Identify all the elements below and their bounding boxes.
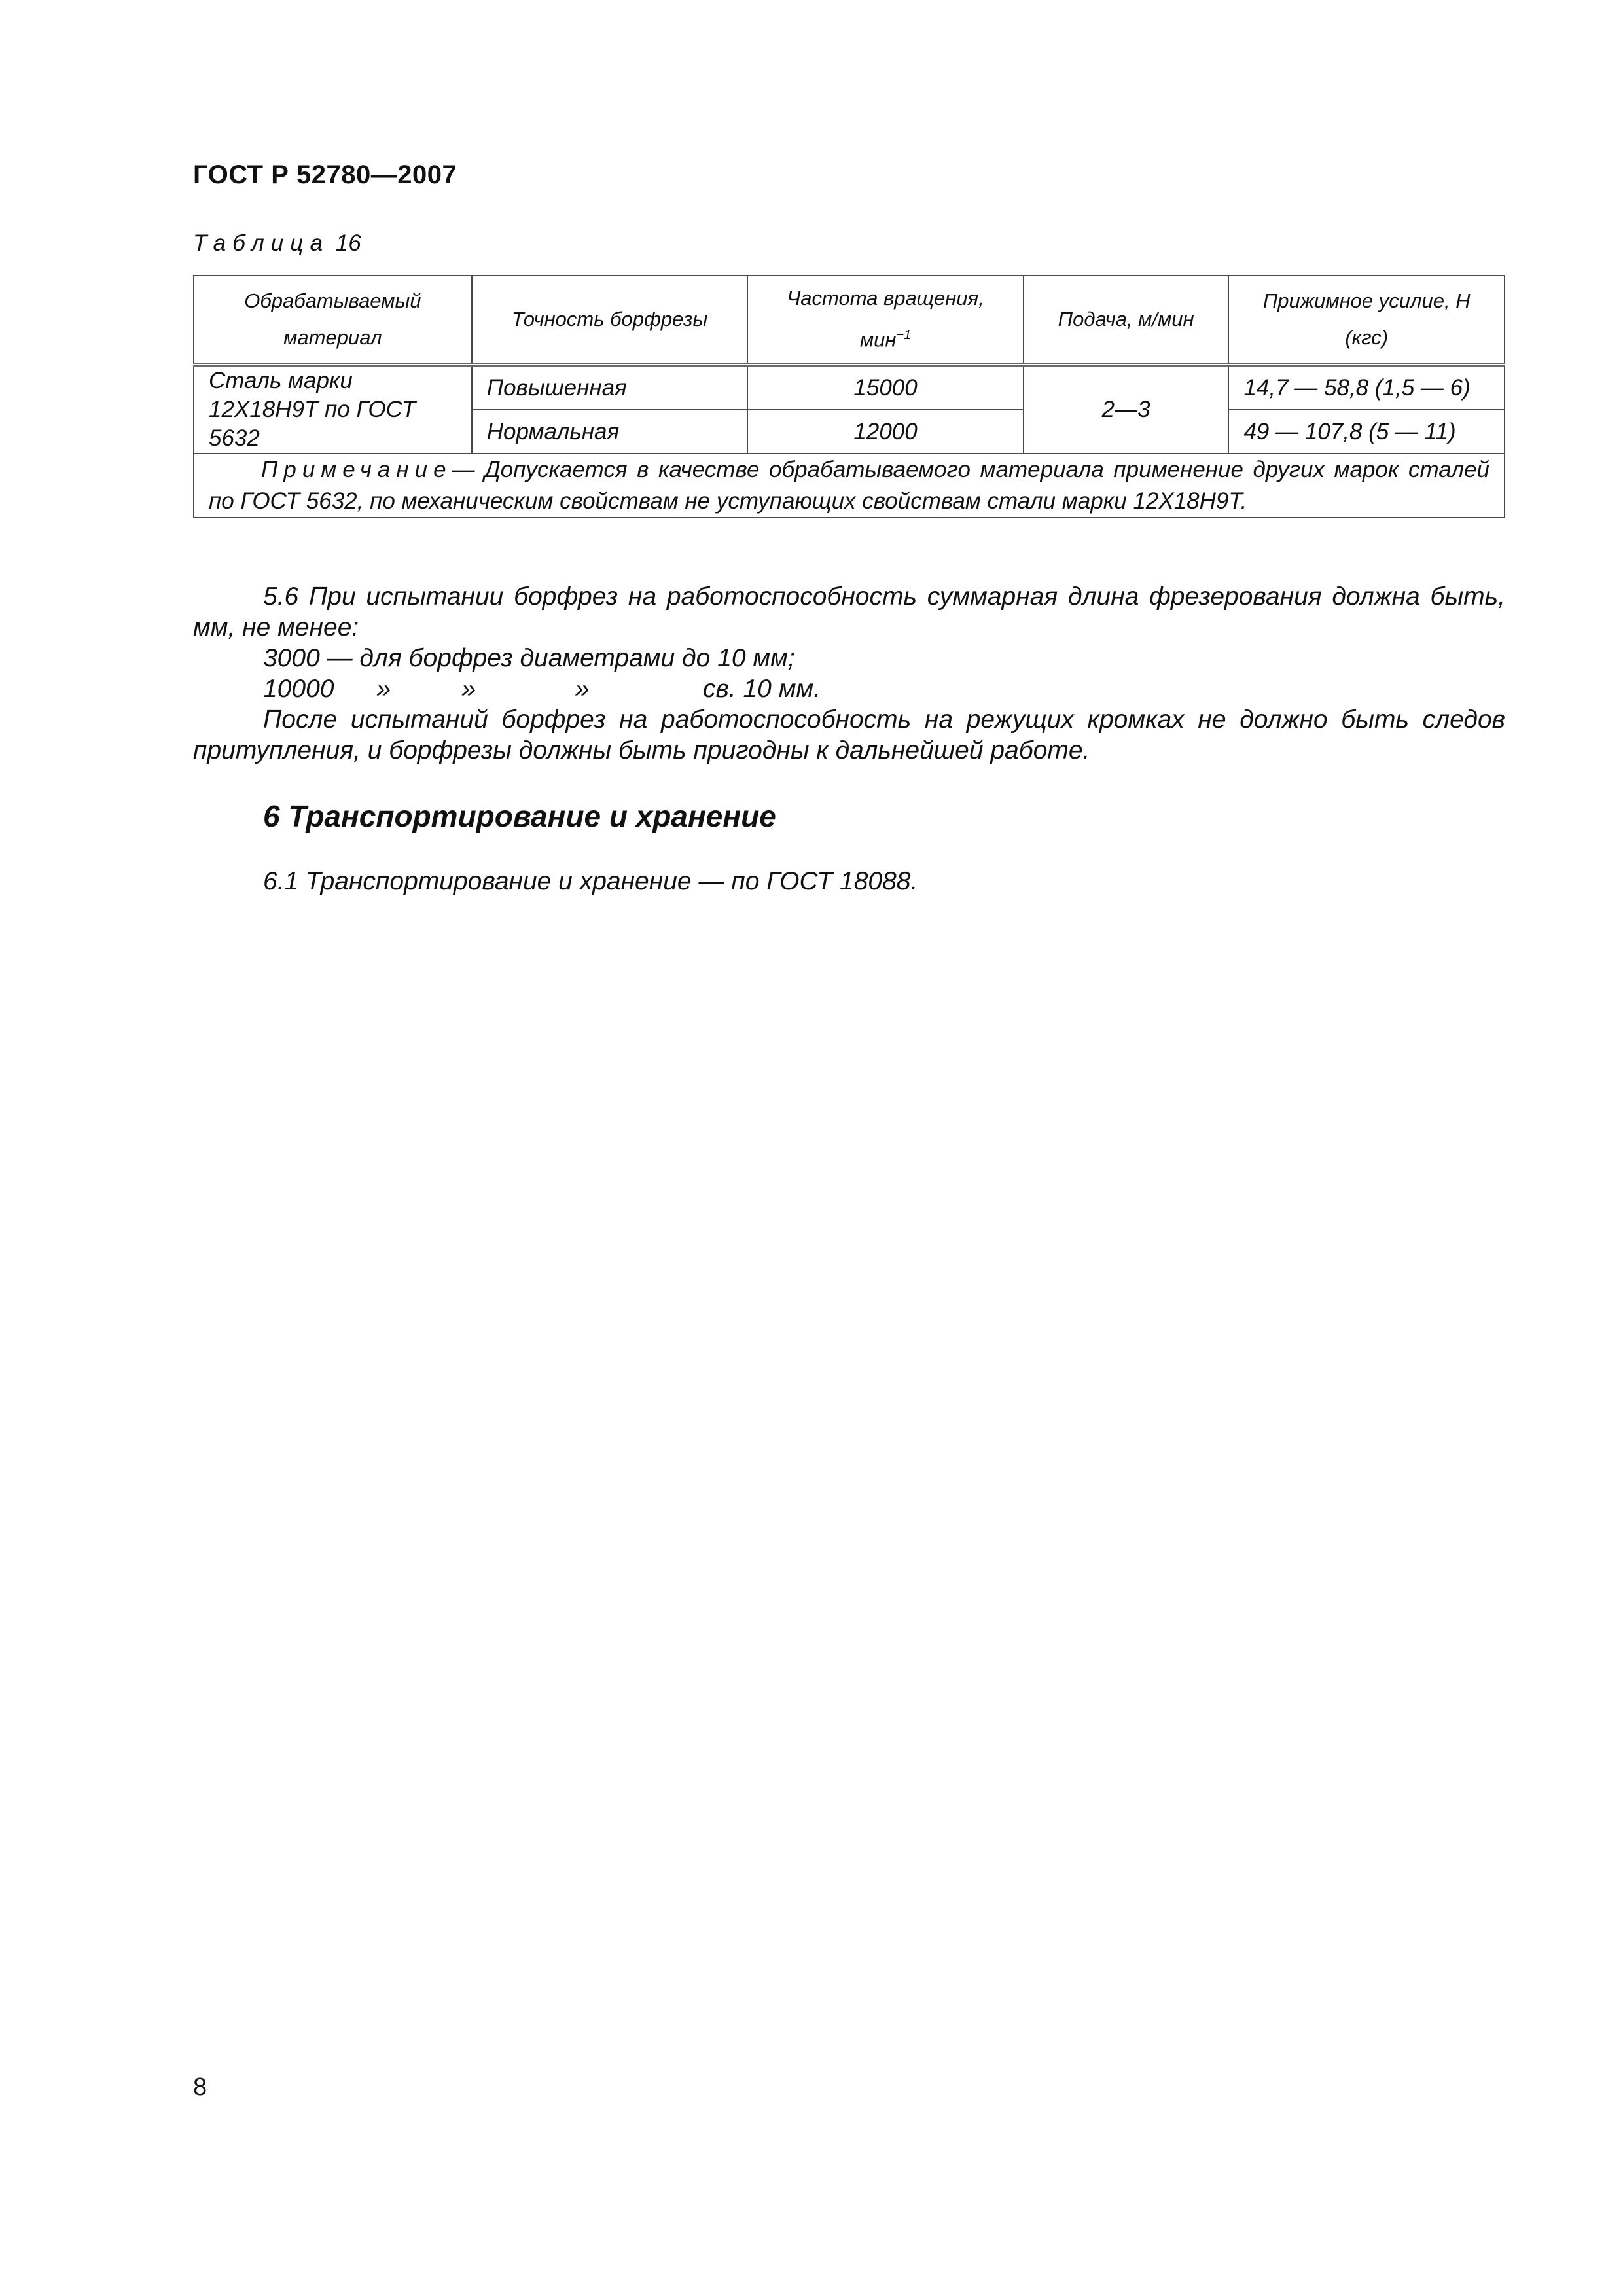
paragraph-6-1: 6.1 Транспортирование и хранение — по ГОСТ 18088. (263, 867, 918, 895)
cell-force: 49 — 107,8 (5 — 11) (1228, 410, 1505, 454)
section-6-text (193, 866, 1505, 897)
note-label: Примечание (261, 457, 452, 482)
requirement-line-1: 3000 — для борфрез диаметрами до 10 мм; (263, 644, 795, 672)
table-caption-word: Таблица (193, 230, 330, 256)
cell-rpm: 12000 (747, 410, 1023, 454)
cell-material: Сталь марки 12Х18Н9Т по ГОСТ 5632 (194, 365, 472, 454)
cell-force: 14,7 — 58,8 (1,5 — 6) (1228, 365, 1505, 410)
header-rotation-label: Частота вращения, (787, 287, 984, 310)
document-code: ГОСТ Р 52780—2007 (193, 160, 457, 189)
header-precision: Точность борфрезы (472, 276, 748, 365)
section-6-title: 6 Транспортирование и хранение (263, 799, 776, 833)
paragraph-after-test: После испытаний борфрез на работоспособность на режущих кромках не должно быть следов притупления, и борфрезы должны быть пригодны к дальнейшей работе. (193, 706, 1505, 764)
table-caption (193, 230, 361, 257)
paragraph-5-6: 5.6 При испытании борфрез на работоспособность суммарная длина фрезерования должна быть, мм, не менее: (193, 583, 1505, 641)
cell-precision: Повышенная (472, 365, 748, 410)
cell-precision: Нормальная (472, 410, 748, 454)
cell-rpm: 15000 (747, 365, 1023, 410)
header-rotation (747, 276, 1023, 365)
requirement-line-2: 10000 » » » св. 10 мм. (263, 675, 821, 703)
header-feed: Подача, м/мин (1024, 276, 1229, 365)
note-text: — Допускается в качестве обрабатываемого материала применение других марок сталей по ГОСТ 5632, по механическим свойствам не уступающих свойствам стали марки 12Х18Н9Т. (209, 457, 1489, 514)
table-note (194, 454, 1505, 518)
page-number: 8 (193, 2073, 207, 2101)
header-material: Обрабатываемый материал (194, 276, 472, 365)
table-header-row (194, 276, 1505, 365)
table-row (194, 365, 1505, 410)
header-force: Прижимное усилие, Н (кгс) (1228, 276, 1505, 365)
specification-table (193, 275, 1505, 518)
header-rotation-unit: мин (859, 328, 897, 351)
table-note-row (194, 454, 1505, 518)
header-rotation-exponent: −1 (896, 328, 912, 343)
table-caption-number: 16 (335, 230, 361, 256)
cell-feed: 2—3 (1024, 365, 1229, 454)
section-5-text (193, 581, 1505, 766)
